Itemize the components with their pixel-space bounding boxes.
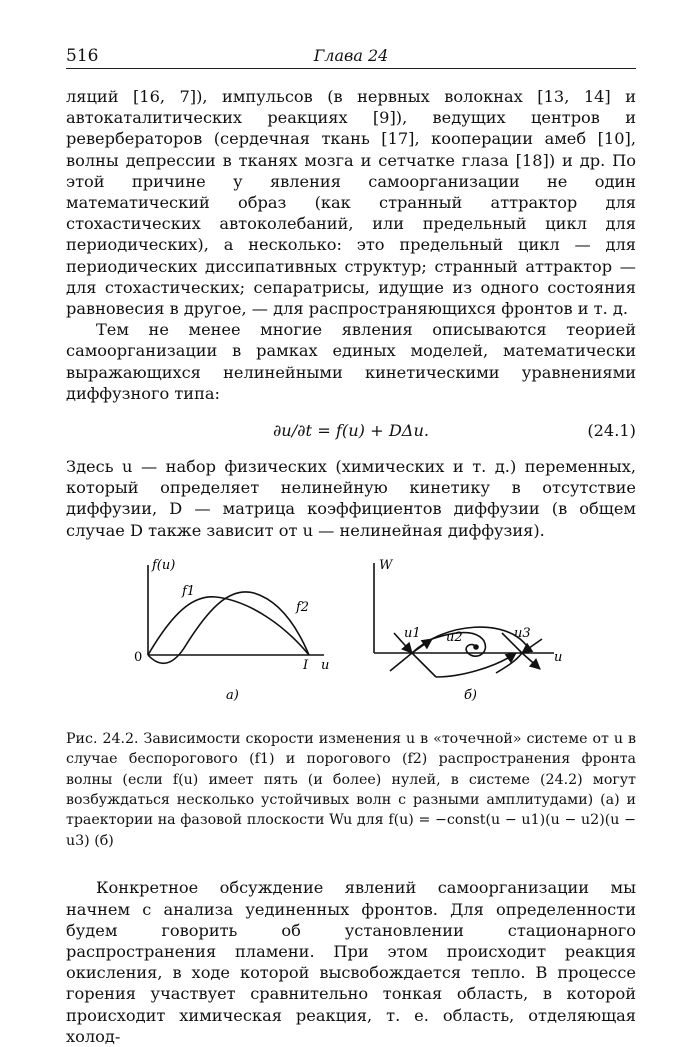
paragraph-1: ляций [16, 7]), импульсов (в нервных волокнах [13, 14] и автокаталитических реакциях [9]), ведущих центров и ревербераторов (сердечная ткань [17], кооперации амеб [10], волны депрессии в тканях мозга и сетчатке глаза [18]) и др. По этой причине у явления самоорганизации не один математический образ (как странный аттрактор для стохастических автоколебаний, или предельный цикл для периодических), а несколько: это предельный цикл — для периодических диссипативных структур; странный аттрактор — для стохастических; сепаратрисы, идущие из одного состояния равновесия в другое, — для распространяющихся фронтов и т. д.: [66, 87, 636, 319]
fig-b-separatrix-2: [412, 653, 436, 677]
fig-a-curve-f1: [148, 597, 309, 655]
fig-a-f1-label: f1: [182, 583, 196, 599]
page-header: [66, 46, 636, 69]
body-text: [66, 86, 636, 541]
fig-b-u1-label: u1: [404, 625, 421, 641]
fig-b-separatrix-4: [390, 653, 412, 671]
figure-24-2: [66, 557, 636, 707]
chapter-title: Глава 24: [313, 46, 389, 65]
fig-a-xend-label: I: [303, 657, 309, 673]
paragraph-2: Тем не менее многие явления описываются теорией самоорганизации в рамках единых моделей, математически выражающихся нелинейными кинетическими уравнениями диффузного типа:: [66, 320, 636, 403]
body-text-2: [66, 877, 636, 1047]
fig-a-xaxis-label: u: [321, 657, 330, 673]
figure-b: [366, 557, 576, 707]
page-number: 516: [66, 46, 99, 66]
fig-a-panel-label: а): [226, 687, 239, 703]
fig-a-origin-label: 0: [134, 649, 143, 665]
fig-b-u3-label: u3: [514, 625, 531, 641]
fig-b-xaxis-label: u: [554, 649, 563, 665]
fig-b-separatrix-6: [522, 639, 542, 653]
equation-number: (24.1): [587, 421, 636, 441]
fig-b-separatrix-8: [496, 653, 522, 673]
fig-a-curve-f2: [148, 592, 309, 663]
equation-line: [66, 418, 636, 444]
equation: ∂u/∂t = f(u) + DΔu.: [272, 421, 430, 441]
fig-b-separatrix-7: [522, 653, 540, 669]
figure-a: [136, 557, 346, 707]
fig-a-f2-label: f2: [296, 599, 310, 615]
page: [66, 46, 636, 1047]
fig-b-yaxis-label: W: [379, 557, 393, 573]
fig-b-u2-label: u2: [446, 629, 463, 645]
paragraph-4: Конкретное обсуждение явлений самоорганизации мы начнем с анализа уединенных фронтов. Для определенности будем говорить об установлении стационарного распространения пламени. При этом происходит реакция окисления, в ходе которой высвобождается тепло. В процессе горения участвует сравнительно тонкая область, в которой происходит химическая реакция, т. е. область, отделяющая холод-: [66, 878, 636, 1046]
figure-caption: Рис. 24.2. Зависимости скорости изменения u в «точечной» системе от u в случае беспорогового (f1) и порогового (f2) распространения фронта волны (если f(u) имеет пять (и более) нулей, в системе (24.2) могут возбуждаться несколько устойчивых волн с разными амплитудами) (а) и траектории на фазовой плоскости Wu для f(u) = −const(u − u1)(u − u2)(u − u3) (б): [66, 730, 636, 849]
fig-a-yaxis-label: f(u): [152, 557, 176, 573]
paragraph-3: Здесь u — набор физических (химических и т. д.) переменных, который определяет нелинейную кинетику в отсутствие диффузии, D — матрица коэффициентов диффузии (в общем случае D также зависит от u — нелинейная диффузия).: [66, 457, 637, 540]
fig-b-panel-label: б): [464, 687, 478, 703]
fig-b-point-u2: [474, 645, 478, 649]
